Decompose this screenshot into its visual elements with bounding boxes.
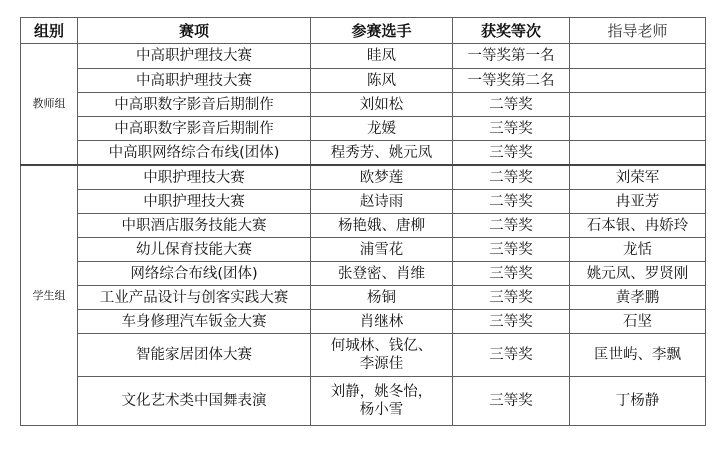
award-cell: 三等奖 xyxy=(453,377,570,426)
players-cell: 刘如松 xyxy=(311,93,453,117)
players-cell: 程秀芳、姚元凤 xyxy=(311,141,453,166)
award-cell: 三等奖 xyxy=(453,117,570,141)
award-cell: 一等奖第一名 xyxy=(453,44,570,69)
event-cell: 中高职护理技大赛 xyxy=(78,69,311,93)
table-row xyxy=(21,44,706,69)
table-row xyxy=(21,377,706,426)
advisor-cell: 冉亚芳 xyxy=(570,190,706,214)
players-cell: 欧梦莲 xyxy=(311,165,453,190)
advisor-cell: 匡世屿、李飘 xyxy=(570,334,706,377)
advisor-cell: 刘荣军 xyxy=(570,165,706,190)
table-row xyxy=(21,334,706,377)
table-row xyxy=(21,286,706,310)
players-cell: 肖继林 xyxy=(311,310,453,334)
table-row xyxy=(21,93,706,117)
event-cell: 中高职网络综合布线(团体) xyxy=(78,141,311,166)
event-cell: 中职护理技大赛 xyxy=(78,190,311,214)
header-event: 赛项 xyxy=(78,18,311,44)
players-cell: 陈风 xyxy=(311,69,453,93)
group-student: 学生组 xyxy=(21,165,78,426)
header-players: 参赛选手 xyxy=(311,18,453,44)
table-row xyxy=(21,69,706,93)
players-cell: 赵诗雨 xyxy=(311,190,453,214)
advisor-cell xyxy=(570,117,706,141)
table-row xyxy=(21,165,706,190)
header-award: 获奖等次 xyxy=(453,18,570,44)
table-row xyxy=(21,190,706,214)
players-cell: 张登密、肖维 xyxy=(311,262,453,286)
event-cell: 中高职数字影音后期制作 xyxy=(78,117,311,141)
table-row xyxy=(21,238,706,262)
header-advisor: 指导老师 xyxy=(570,18,706,44)
event-cell: 文化艺术类中国舞表演 xyxy=(78,377,311,426)
advisor-cell: 姚元凤、罗贤刚 xyxy=(570,262,706,286)
table-row xyxy=(21,214,706,238)
advisor-cell: 黄孝鹏 xyxy=(570,286,706,310)
players-cell: 杨艳娥、唐柳 xyxy=(311,214,453,238)
advisor-cell: 石本银、冉娇玲 xyxy=(570,214,706,238)
event-cell: 工业产品设计与创客实践大赛 xyxy=(78,286,311,310)
award-cell: 三等奖 xyxy=(453,334,570,377)
award-cell: 一等奖第二名 xyxy=(453,69,570,93)
advisor-cell xyxy=(570,69,706,93)
event-cell: 网络综合布线(团体) xyxy=(78,262,311,286)
players-cell: 眭凤 xyxy=(311,44,453,69)
event-cell: 中职酒店服务技能大赛 xyxy=(78,214,311,238)
award-cell: 三等奖 xyxy=(453,310,570,334)
group-teacher: 教师组 xyxy=(21,44,78,166)
award-cell: 三等奖 xyxy=(453,262,570,286)
advisor-cell: 石坚 xyxy=(570,310,706,334)
players-cell: 杨铜 xyxy=(311,286,453,310)
award-cell: 三等奖 xyxy=(453,286,570,310)
event-cell: 幼儿保育技能大赛 xyxy=(78,238,311,262)
award-cell: 二等奖 xyxy=(453,93,570,117)
players-cell: 浦雪花 xyxy=(311,238,453,262)
event-cell: 车身修理汽车钣金大赛 xyxy=(78,310,311,334)
players-cell: 刘静，姚冬怡， 杨小雪 xyxy=(311,377,453,426)
table-row xyxy=(21,141,706,166)
players-cell: 何城林、钱亿、 李源佳 xyxy=(311,334,453,377)
event-cell: 中职护理技大赛 xyxy=(78,165,311,190)
event-cell: 中高职护理技大赛 xyxy=(78,44,311,69)
advisor-cell xyxy=(570,141,706,166)
advisor-cell: 龙恬 xyxy=(570,238,706,262)
players-cell: 龙媛 xyxy=(311,117,453,141)
table-row xyxy=(21,117,706,141)
award-cell: 二等奖 xyxy=(453,190,570,214)
award-cell: 三等奖 xyxy=(453,238,570,262)
advisor-cell: 丁杨静 xyxy=(570,377,706,426)
table-row xyxy=(21,310,706,334)
award-cell: 三等奖 xyxy=(453,141,570,166)
header-group: 组别 xyxy=(21,18,78,44)
event-cell: 智能家居团体大赛 xyxy=(78,334,311,377)
event-cell: 中高职数字影音后期制作 xyxy=(78,93,311,117)
advisor-cell xyxy=(570,93,706,117)
header-row xyxy=(21,18,706,44)
award-cell: 二等奖 xyxy=(453,165,570,190)
award-table xyxy=(20,17,706,426)
award-cell: 二等奖 xyxy=(453,214,570,238)
advisor-cell xyxy=(570,44,706,69)
table-row xyxy=(21,262,706,286)
